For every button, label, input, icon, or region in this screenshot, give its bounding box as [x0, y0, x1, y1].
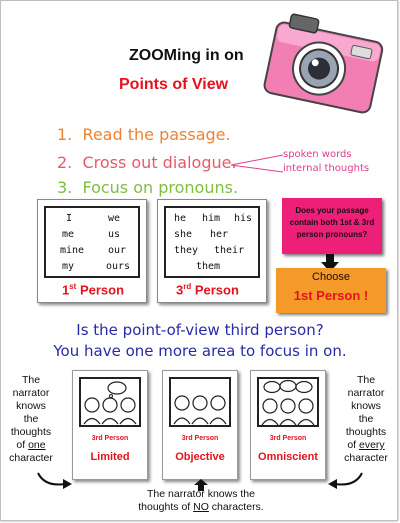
- limited-note: [3, 374, 59, 465]
- omniscient-subtitle: 3rd Person: [269, 435, 307, 442]
- pronoun: my: [62, 261, 75, 272]
- label-suffix: rd: [183, 282, 192, 291]
- note-internal-thoughts: internal thoughts: [283, 163, 370, 174]
- note-line: thoughts: [345, 426, 387, 438]
- pronoun: mine: [60, 245, 85, 256]
- note-emphasis: NO: [193, 501, 209, 513]
- note-line: The narrator knows the: [147, 488, 255, 500]
- camera-icon: [251, 9, 391, 124]
- omniscient-note: [335, 374, 397, 465]
- dialogue-connector: [229, 149, 285, 179]
- step-3-number: 3.: [57, 178, 73, 197]
- objective-illustration: [169, 377, 231, 427]
- label-text: Person: [191, 282, 239, 298]
- label-number: 3: [176, 282, 184, 298]
- omniscient-card: [250, 370, 326, 480]
- third-person-label: [176, 282, 239, 297]
- title-line-1: ZOOMing in on: [129, 47, 244, 64]
- third-person-pronoun-frame: [164, 206, 260, 278]
- note-line: narrator: [12, 387, 50, 399]
- step-2-text: Cross out dialogue.: [82, 153, 237, 172]
- people-all-thinking-icon: [259, 379, 317, 425]
- pronoun: they: [174, 245, 199, 256]
- limited-illustration: [79, 377, 141, 427]
- pronoun: our: [108, 245, 127, 256]
- question-box: Does your passage contain both 1st & 3rd person pronouns?: [282, 198, 382, 254]
- label-number: 1: [62, 282, 70, 298]
- note-line: of: [347, 439, 357, 451]
- omniscient-illustration: [257, 377, 319, 427]
- note-spoken-words: spoken words: [283, 149, 352, 160]
- step-2-number: 2.: [57, 153, 73, 172]
- pronoun: him: [202, 213, 221, 224]
- pronoun: us: [108, 229, 121, 240]
- note-line: thoughts: [10, 426, 52, 438]
- step-1: [57, 125, 231, 144]
- curved-arrow-left-icon: [35, 469, 73, 491]
- step-2: [57, 153, 237, 172]
- note-line: The: [21, 374, 41, 386]
- limited-card: [72, 370, 148, 480]
- step-1-number: 1.: [57, 125, 73, 144]
- third-person-card: [157, 199, 267, 303]
- note-line: of: [16, 439, 26, 451]
- note-line: narrator: [347, 387, 385, 399]
- pronoun: his: [234, 213, 253, 224]
- pronoun: them: [196, 261, 221, 272]
- note-emphasis: every: [359, 439, 385, 451]
- people-icon: [171, 379, 229, 425]
- objective-note: [101, 488, 301, 514]
- curved-arrow-right-icon: [327, 469, 365, 491]
- step-1-text: Read the passage.: [82, 125, 231, 144]
- pronoun: their: [214, 245, 245, 256]
- note-line: The: [356, 374, 376, 386]
- note-line: character: [9, 452, 53, 464]
- note-line: the: [358, 413, 374, 425]
- pronoun: me: [62, 229, 75, 240]
- note-line: knows: [351, 400, 381, 412]
- first-person-label: [62, 282, 124, 297]
- choose-box: [276, 268, 386, 313]
- choose-text: Choose: [312, 271, 350, 283]
- first-person-pronoun-frame: [44, 206, 140, 278]
- note-line: thoughts of: [138, 501, 194, 513]
- label-text: Person: [76, 282, 125, 298]
- pronoun: her: [210, 229, 229, 240]
- limited-title: Limited: [90, 451, 130, 463]
- step-3: [57, 178, 238, 197]
- pronoun: ours: [106, 261, 131, 272]
- choose-answer: 1st Person !: [293, 288, 369, 303]
- note-line: the: [23, 413, 39, 425]
- third-person-question: Is the point-of-view third person?: [76, 321, 324, 339]
- pronoun: we: [108, 213, 121, 224]
- first-person-card: [37, 199, 147, 303]
- objective-subtitle: 3rd Person: [181, 435, 219, 442]
- note-line: characters.: [208, 501, 264, 513]
- objective-title: Objective: [175, 451, 225, 463]
- note-line: character: [344, 452, 388, 464]
- label-suffix: st: [69, 282, 77, 291]
- note-line: knows: [16, 400, 46, 412]
- pronoun: he: [174, 213, 187, 224]
- people-thinking-icon: [81, 379, 139, 425]
- focus-instruction: You have one more area to focus in on.: [53, 342, 347, 360]
- step-3-text: Focus on pronouns.: [82, 178, 239, 197]
- note-emphasis: one: [28, 439, 46, 451]
- omniscient-title: Omniscient: [258, 451, 318, 463]
- title-line-2: Points of View: [119, 76, 229, 93]
- pronoun: she: [174, 229, 193, 240]
- objective-card: [162, 370, 238, 480]
- pronoun: I: [66, 213, 73, 224]
- limited-subtitle: 3rd Person: [91, 435, 129, 442]
